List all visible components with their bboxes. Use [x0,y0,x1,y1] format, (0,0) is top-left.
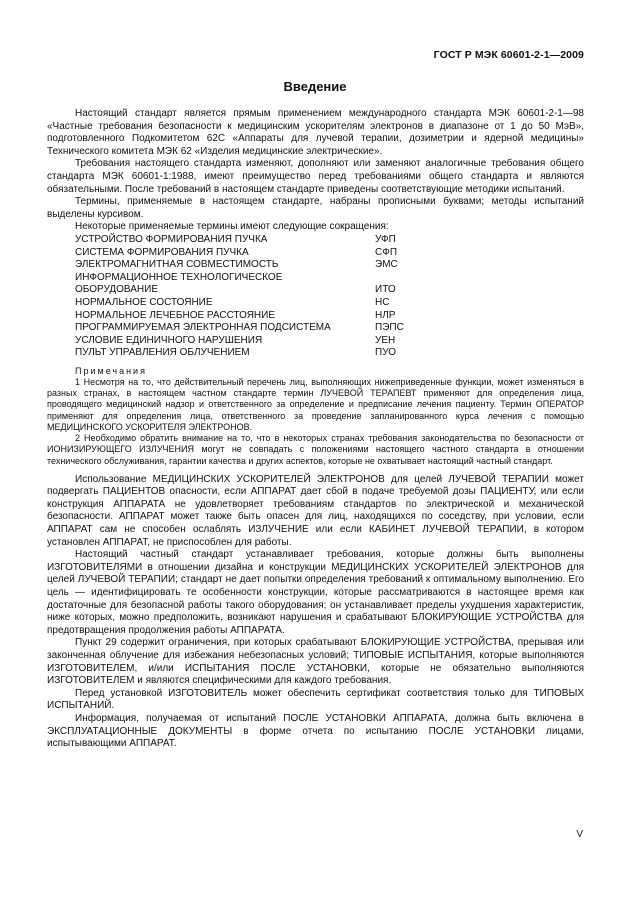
abbreviation-code: НС [375,296,390,308]
abbreviation-row [75,310,584,323]
body-paragraph: Информация, получаемая от испытаний ПОСЛЕ УСТАНОВКИ АППАРАТА, должна быть включена в ЭКСПЛУАТАЦИОННЫЕ ДОКУМЕНТЫ в форме отчета по испытанию ПОСЛЕ УСТАНОВКИ лицами, испытывающими АППАРАТ. [47,712,584,750]
abbreviation-code: ПУО [375,347,396,359]
abbreviation-term: НОРМАЛЬНОЕ СОСТОЯНИЕ [75,296,213,308]
abbreviation-term: ОБОРУДОВАНИЕ [75,284,158,296]
abbreviation-row [75,234,584,247]
body-paragraph: Настоящий частный стандарт устанавливает требования, которые должны быть выполнены ИЗГОТОВИТЕЛЯМИ в отношении дизайна и конструкции МЕДИЦИНСКИХ УСКОРИТЕЛЕЙ ЭЛЕКТРОНОВ для целей ЛУЧЕВОЙ ТЕРАПИИ; стандарт не дает попытки определения требований к оптимальному выполнению. Его цель — идентифицировать те особенности конструкции, которые рассматриваются в настоящее время как достаточные для безопасной работы такого оборудования; он устанавливает пределы ухудшения характеристик, ниже которых, можно предположить, возникают нарушения и срабатывают БЛОКИРУЮЩИЕ УСТРОЙСТВА для предотвращения продолжения работы АППАРАТА. [47,549,584,636]
intro-paragraph: Настоящий стандарт является прямым применением международного стандарта МЭК 60601-2-1—98 «Частные требования безопасности к медицинским ускорителям электронов в диапазоне от 1 до 50 МэВ», подготовленного Подкомитетом 62С «Аппараты для лучевой терапии, дозиметрии и ядерной медицины» Технического комитета МЭК 62 «Изделия медицинские электрические». [47,108,584,157]
abbreviation-row [75,259,584,272]
body-paragraph: Использование МЕДИЦИНСКИХ УСКОРИТЕЛЕЙ ЭЛЕКТРОНОВ для целей ЛУЧЕВОЙ ТЕРАПИИ может подвергать ПАЦИЕНТОВ опасности, если АППАРАТ дает сбой в подаче требуемой дозы ПАЦИЕНТУ, или если конструкция АППАРАТА не удовлетворяет требованиям стандартов по электрической и механической безопасности. АППАРАТ может также быть опасен для лиц, находящихся по соседству, при условии, если АППАРАТ сам не способен ослаблять ИЗЛУЧЕНИЕ или если КАБИНЕТ ЛУЧЕВОЙ ТЕРАПИИ, в котором установлен АППАРАТ, не приспособлен для работы. [47,473,584,548]
notes-block [47,366,584,467]
abbreviation-term: УСТРОЙСТВО ФОРМИРОВАНИЯ ПУЧКА [75,233,268,245]
abbreviation-code [375,272,435,285]
abbreviation-row [75,284,584,297]
notes-heading: Примечания [75,365,147,376]
intro-paragraph: Требования настоящего стандарта изменяют, дополняют или заменяют аналогичные требования общего стандарта МЭК 60601-1:1988, имеют преимущество перед требованиями общего стандарта и являются обязательными. После требований в настоящем стандарте приведены соответствующие методики испытаний. [47,158,584,195]
abbreviation-row [75,347,584,360]
abbreviation-code: СФП [375,246,398,258]
abbreviation-code: НЛР [375,309,396,321]
abbreviation-term: ЭЛЕКТРОМАГНИТНАЯ СОВМЕСТИМОСТЬ [75,259,279,271]
abbreviation-list [75,234,584,360]
abbreviation-term: СИСТЕМА ФОРМИРОВАНИЯ ПУЧКА [75,246,249,258]
abbreviation-term: УСЛОВИЕ ЕДИНИЧНОГО НАРУШЕНИЯ [75,334,263,346]
abbreviation-term: НОРМАЛЬНОЕ ЛЕЧЕБНОЕ РАССТОЯНИЕ [75,309,276,321]
abbreviation-row [75,247,584,260]
abbreviation-code: УФП [375,233,396,245]
abbreviation-row [75,322,584,335]
page-title: Введение [283,79,347,94]
page-number: V [576,829,583,840]
body-paragraph: Перед установкой ИЗГОТОВИТЕЛЬ может обеспечить сертификат соответствия только для ТИПОВЫХ ИСПЫТАНИЙ. [47,687,584,712]
abbreviation-term: ПРОГРАММИРУЕМАЯ ЭЛЕКТРОННАЯ ПОДСИСТЕМА [75,322,331,334]
abbreviation-term: ПУЛЬТ УПРАВЛЕНИЯ ОБЛУЧЕНИЕМ [75,347,250,359]
abbreviation-term: ИНФОРМАЦИОННОЕ ТЕХНОЛОГИЧЕСКОЕ [75,271,283,283]
intro-paragraph: Термины, применяемые в настоящем стандарте, набраны прописными буквами; методы испытаний выделены курсивом. [47,196,584,220]
note-item: 2 Необходимо обратить внимание на то, что в некоторых странах требования законодательства по безопасности от ИОНИЗИРУЮЩЕГО ИЗЛУЧЕНИЯ могут не совпадать с положениями настоящего частного стандарта в отношении технического обслуживания, гарантии качества и других аспектов, которые не охватывает настоящий частный стандарт. [47,433,584,466]
abbreviation-code: ИТО [375,284,396,296]
abbreviation-code: ПЭПС [375,322,404,334]
abbreviation-row [75,335,584,348]
abbreviation-code: ЭМС [375,259,398,271]
abbreviation-code: УЕН [375,334,396,346]
abbreviation-row [75,272,584,285]
document-body [47,108,584,751]
abbreviations-intro: Некоторые применяемые термины имеют следующие сокращения: [75,221,389,233]
body-paragraph: Пункт 29 содержит ограничения, при которых срабатывают БЛОКИРУЮЩИЕ УСТРОЙСТВА, прерывая или законченная облучение для избежания небезопасных условий; ТИПОВЫЕ ИСПЫТАНИЯ, которые выполняются ИЗГОТОВИТЕЛЕМ, и/или ИСПЫТАНИЯ ПОСЛЕ УСТАНОВКИ, которые не обязательно выполняются ИЗГОТОВИТЕЛЕМ и являются специфическими для каждого требования. [47,637,584,687]
document-code: ГОСТ Р МЭК 60601-2-1—2009 [433,49,584,61]
abbreviation-row [75,297,584,310]
note-item: 1 Несмотря на то, что действительный перечень лиц, выполняющих нижеприведенные функции, может изменяться в разных странах, в настоящем частном стандарте термин ЛУЧЕВОЙ ТЕРАПЕВТ применяют для определения лица, проводящего медицинский надзор и ответственного за определение и предписание лечения пациенту. Термин ОПЕРАТОР применяют для определения лица, ответственного за проведение запланированного курса лечения с помощью МЕДИЦИНСКОГО УСКОРИТЕЛЯ ЭЛЕКТРОНОВ. [47,377,584,432]
